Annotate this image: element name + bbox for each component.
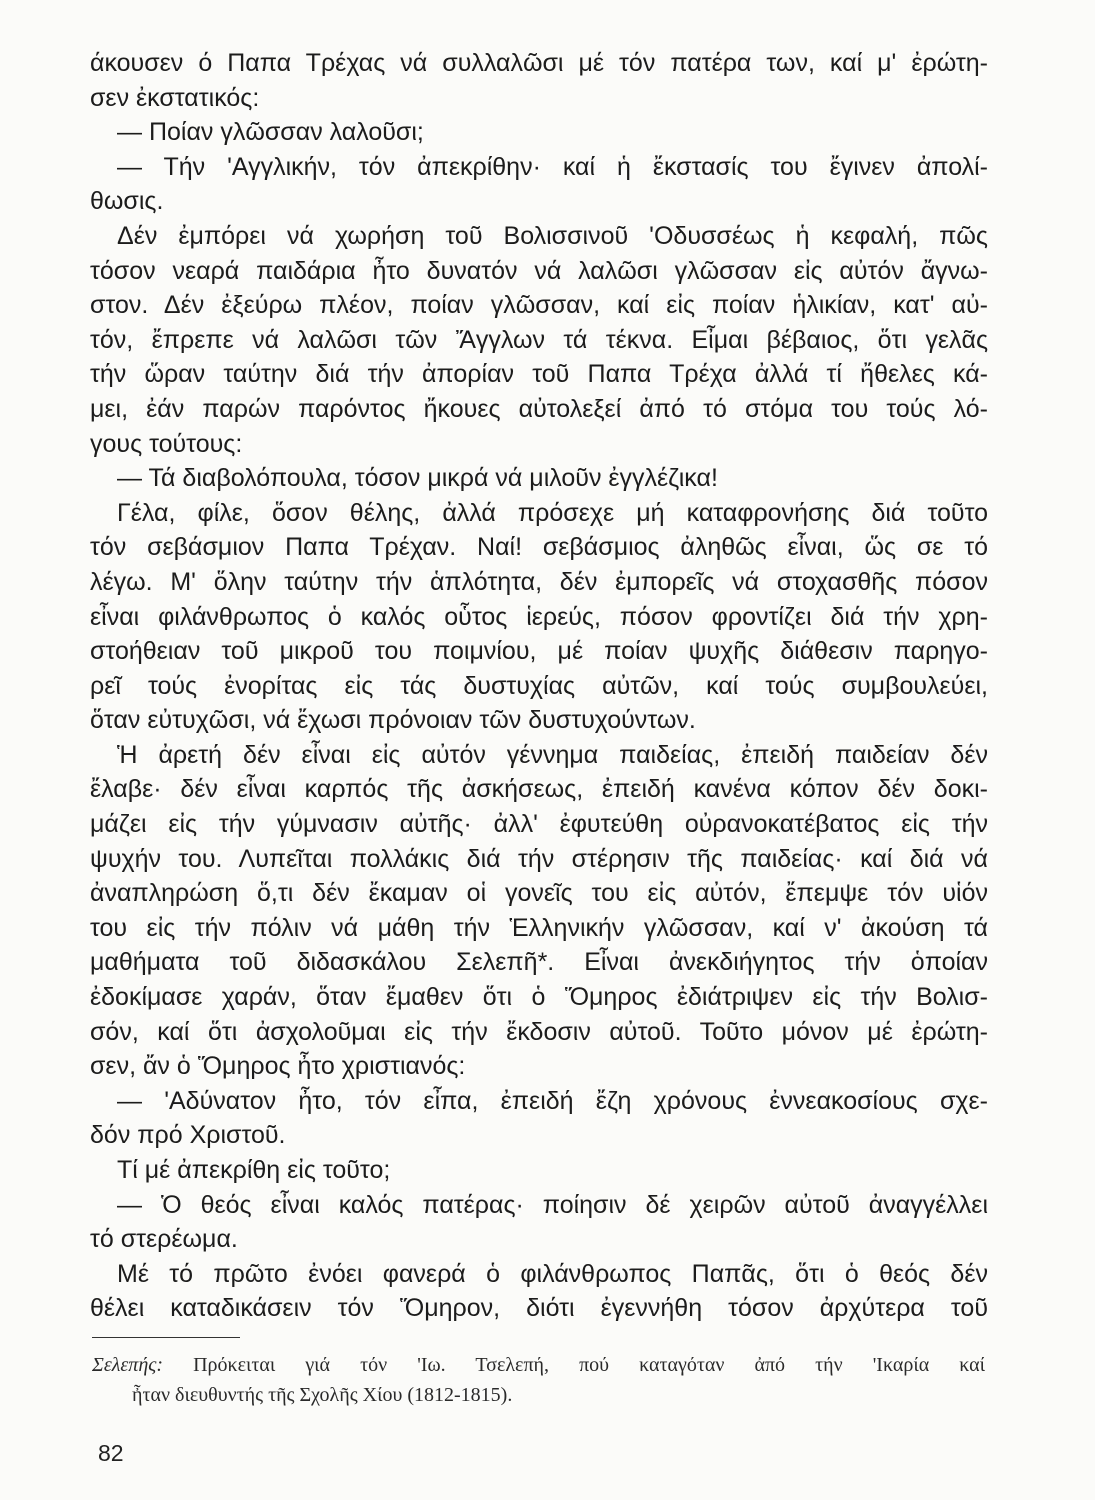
text-line: Μέ τό πρῶτο ἐνόει φανερά ὁ φιλάνθρωπος Παπᾶς, ὅτι ὁ θεός δέν bbox=[117, 1259, 988, 1288]
text-line: ψυχήν του. Λυπεῖται πολλάκις διά τήν στέρησιν τῆς παιδείας· καί διά νά bbox=[90, 844, 988, 873]
text-line: ἔλαβε· δέν εἶναι καρπός τῆς ἀσκήσεως, ἐπειδή κανένα κόπον δέν δοκι- bbox=[90, 775, 988, 804]
text-line: τόν σεβάσμιον Παπα Τρέχαν. Ναί! σεβάσμιος ἀληθῶς εἶναι, ὥς σε τό bbox=[90, 533, 988, 562]
text-line: άκουσεν ό Παπα Τρέχας νά συλλαλῶσι μέ τόν πατέρα των, καί μ' ἐρώτη- bbox=[90, 49, 988, 77]
text-line: ἀναπληρώση ὅ,τι δέν ἔκαμαν οἱ γονεῖς του εἰς αὐτόν, ἔπεμψε τόν υἱόν bbox=[90, 879, 988, 908]
text-line: μάζει εἰς τήν γύμνασιν αὐτῆς· ἀλλ' ἐφυτεύθη οὐρανοκατέβατος εἰς τήν bbox=[90, 810, 988, 839]
text-line: σεν ἐκστατικός: bbox=[90, 83, 260, 112]
text-line: σόν, καί ὅτι ἀσχολοῦμαι εἰς τήν ἔκδοσιν αὐτοῦ. Τοῦτο μόνον μέ ἐρώτη- bbox=[90, 1017, 988, 1046]
text-line: σεν, ἄν ὁ Ὅμηρος ἦτο χριστιανός: bbox=[90, 1052, 466, 1081]
footnote bbox=[92, 1350, 985, 1410]
text-line: Ἡ ἀρετή δέν εἶναι εἰς αὐτόν γέννημα παιδείας, ἐπειδή παιδείαν δέν bbox=[117, 740, 988, 769]
text-line: τήν ὥραν ταύτην διά τήν ἀπορίαν τοῦ Παπα Τρέχα ἀλλά τί ἤθελες κά- bbox=[90, 360, 988, 389]
text-line: — Ὁ θεός εἶναι καλός πατέρας· ποίησιν δέ χειρῶν αὐτοῦ ἀναγγέλλει bbox=[117, 1190, 988, 1219]
text-line: — Τά διαβολόπουλα, τόσον μικρά νά μιλοῦν ἐγγλέζικα! bbox=[117, 464, 718, 493]
text-line: Δέν ἐμπόρει νά χωρήση τοῦ Βολισσινοῦ 'Οδυσσέως ἡ κεφαλή, πῶς bbox=[117, 221, 988, 250]
text-line: ρεῖ τούς ἐνορίτας εἰς τάς δυστυχίας αὐτῶν, καί τούς συμβουλεύει, bbox=[90, 671, 988, 700]
text-line: τόσον νεαρά παιδάρια ἦτο δυνατόν νά λαλῶσι γλῶσσαν εἰς αὐτόν ἄγνω- bbox=[90, 256, 988, 285]
text-line: θωσις. bbox=[90, 187, 164, 216]
text-line: — Ποίαν γλῶσσαν λαλοῦσι; bbox=[117, 118, 424, 147]
text-line: — 'Αδύνατον ἦτο, τόν εἶπα, ἐπειδή ἔζη χρόνους ἐννεακοσίους σχε- bbox=[117, 1086, 988, 1115]
page-number: 82 bbox=[98, 1440, 124, 1466]
text-line: ἐδοκίμασε χαράν, ὅταν ἔμαθεν ὅτι ὁ Ὅμηρος ἐδιάτριψεν εἰς τήν Βολισ- bbox=[90, 983, 988, 1012]
text-line: μει, ἐάν παρών παρόντος ἤκουες αὐτολεξεί ἀπό τό στόμα του τούς λό- bbox=[90, 394, 988, 423]
footnote-line: ἦταν διευθυντής τῆς Σχολῆς Χίου (1812-1815). bbox=[132, 1384, 513, 1406]
text-line: Τί μέ ἀπεκρίθη εἰς τοῦτο; bbox=[117, 1156, 391, 1184]
book-page-body bbox=[90, 46, 988, 1326]
text-line: δόν πρό Χριστοῦ. bbox=[90, 1121, 286, 1150]
footnote-line bbox=[92, 1350, 985, 1380]
footnote-text: Πρόκειται γιά τόν 'Ιω. Τσελεπή, πού καταγόταν ἀπό τήν 'Ικαρία καί bbox=[193, 1354, 985, 1376]
text-line: θέλει καταδικάσειν τόν Ὅμηρον, διότι ἐγεννήθη τόσον ἀρχύτερα τοῦ bbox=[90, 1294, 988, 1323]
text-line: Γέλα, φίλε, ὅσον θέλης, ἀλλά πρόσεχε μή καταφρονήσης διά τοῦτο bbox=[117, 498, 988, 527]
text-line: τόν, ἔπρεπε νά λαλῶσι τῶν Ἄγγλων τά τέκνα. Εἶμαι βέβαιος, ὅτι γελᾶς bbox=[90, 325, 988, 354]
text-line: — Τήν 'Αγγλικήν, τόν ἀπεκρίθην· καί ἡ ἔκστασίς του ἔγινεν ἀπολί- bbox=[117, 152, 988, 181]
footnote-term: Σελεπής: bbox=[92, 1354, 164, 1376]
footnote-divider bbox=[92, 1337, 240, 1338]
text-line: τό στερέωμα. bbox=[90, 1225, 238, 1254]
text-line: γους τούτους: bbox=[90, 429, 243, 458]
text-line: μαθήματα τοῦ διδασκάλου Σελεπῆ*. Εἶναι ἀνεκδιήγητος τήν ὁποίαν bbox=[90, 948, 988, 977]
text-line: στοήθειαν τοῦ μικροῦ του ποιμνίου, μέ ποίαν ψυχῆς διάθεσιν παρηγο- bbox=[90, 637, 988, 666]
text-line: εἶναι φιλάνθρωπος ὁ καλός οὗτος ἱερεύς, πόσον φροντίζει διά τήν χρη- bbox=[90, 602, 988, 631]
text-line: ὅταν εὐτυχῶσι, νά ἔχωσι πρόνοιαν τῶν δυστυχούντων. bbox=[90, 706, 696, 735]
text-line: λέγω. Μ' ὅλην ταύτην τήν ἁπλότητα, δέν ἐμπορεῖς νά στοχασθῆς πόσον bbox=[90, 567, 988, 596]
text-line: στον. Δέν ἐξεύρω πλέον, ποίαν γλῶσσαν, καί εἰς ποίαν ἡλικίαν, κατ' αὐ- bbox=[90, 291, 988, 320]
text-line: του εἰς τήν πόλιν νά μάθη τήν Ἑλληνικήν γλῶσσαν, καί ν' ἀκούση τά bbox=[90, 913, 988, 942]
